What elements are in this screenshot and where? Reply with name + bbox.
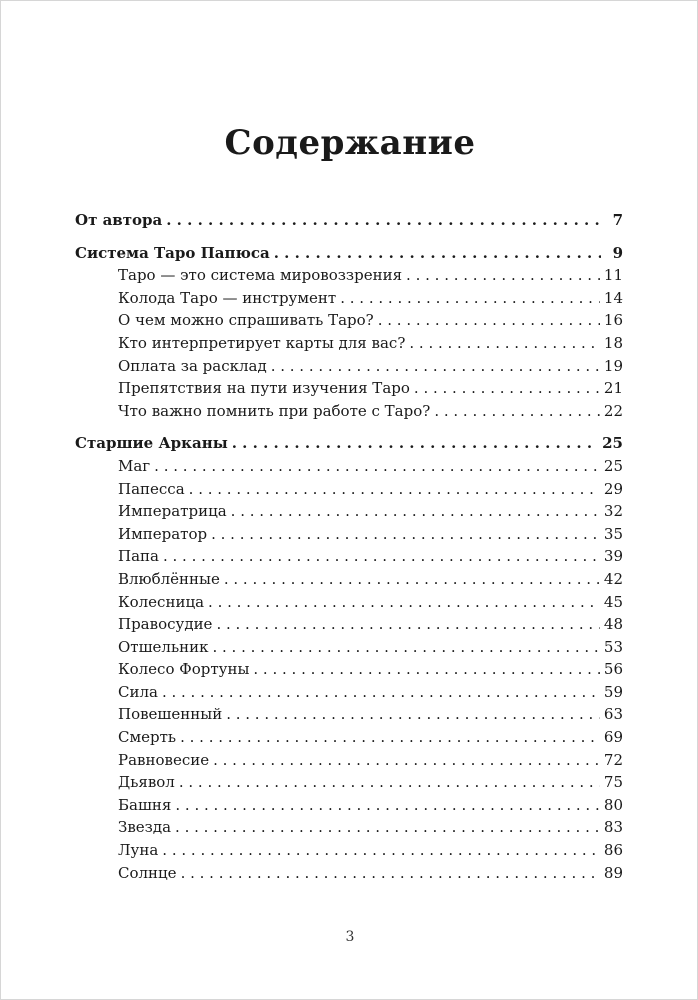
toc-entry-title: Колесо Фортуны <box>118 660 250 679</box>
toc-entry-title: Старшие Арканы <box>75 434 228 453</box>
toc-entry-page: 25 <box>603 456 623 475</box>
dot-leader <box>253 658 600 681</box>
toc-entry[interactable] <box>75 377 623 400</box>
toc-entry-title: Отшельник <box>118 637 209 656</box>
toc-entry-title: Оплата за расклад <box>118 356 267 375</box>
toc-entry[interactable] <box>75 794 623 817</box>
toc-entry[interactable] <box>75 500 623 523</box>
toc-entry[interactable] <box>75 287 623 310</box>
toc-entry-page: 75 <box>603 773 623 792</box>
toc-entry[interactable] <box>75 591 623 614</box>
dot-leader <box>414 377 600 400</box>
toc-section-heading[interactable] <box>75 209 623 232</box>
toc-entry[interactable] <box>75 332 623 355</box>
dot-leader <box>340 287 600 310</box>
dot-leader <box>409 332 600 355</box>
dot-leader <box>162 681 600 704</box>
toc-entry-title: Солнце <box>118 863 177 882</box>
page-number: 3 <box>345 929 355 945</box>
toc-entry-page: 48 <box>603 615 623 634</box>
dot-leader <box>154 455 600 478</box>
toc-entry[interactable] <box>75 478 623 501</box>
toc-entry-title: От автора <box>75 211 163 229</box>
toc-entry-page: 7 <box>612 211 623 229</box>
toc-entry-title: Колода Таро — инструмент <box>118 288 337 307</box>
toc-entry-title: Повешенный <box>118 705 223 724</box>
dot-leader <box>208 591 600 614</box>
toc-entry[interactable] <box>75 264 623 287</box>
toc-entry-title: Маг <box>118 456 151 475</box>
dot-leader <box>271 355 600 378</box>
toc-entry-page: 16 <box>603 311 623 330</box>
toc-entry[interactable] <box>75 658 623 681</box>
toc-entry-title: Что важно помнить при работе с Таро? <box>118 401 431 420</box>
dot-leader <box>212 636 599 659</box>
toc-entry[interactable] <box>75 636 623 659</box>
toc-entry-page: 69 <box>603 728 623 747</box>
toc-entry-title: Равновесие <box>118 750 210 769</box>
dot-leader <box>175 794 600 817</box>
toc-entry-page: 32 <box>603 502 623 521</box>
toc-entry-page: 35 <box>603 524 623 543</box>
toc-entry-title: Система Таро Папюса <box>75 243 270 262</box>
toc-entry-page: 89 <box>603 863 623 882</box>
toc-entry-page: 29 <box>603 479 623 498</box>
toc-entry-title: Папесса <box>118 479 185 498</box>
toc-entry[interactable] <box>75 749 623 772</box>
toc-entry[interactable] <box>75 400 623 423</box>
toc-entry-title: Башня <box>118 795 172 814</box>
toc-entry-title: Император <box>118 524 208 543</box>
toc-entry-page: 39 <box>603 547 623 566</box>
dot-leader <box>211 523 600 546</box>
page-title: Содержание <box>224 123 476 163</box>
toc-entry-page: 45 <box>603 592 623 611</box>
toc-entry-page: 72 <box>603 750 623 769</box>
toc-entry-title: Правосудие <box>118 615 213 634</box>
toc-entry-page: 53 <box>603 637 623 656</box>
toc-entry[interactable] <box>75 703 623 726</box>
dot-leader <box>181 862 600 885</box>
toc-entry-title: Звезда <box>118 818 172 837</box>
toc-section <box>75 209 623 232</box>
toc-entry-title: Кто интерпретирует карты для вас? <box>118 333 406 352</box>
toc-entry-title: О чем можно спрашивать Таро? <box>118 311 374 330</box>
dot-leader <box>179 771 600 794</box>
dot-leader <box>189 478 600 501</box>
toc-entry-title: Таро — это система мировоззрения <box>118 266 403 285</box>
dot-leader <box>175 816 600 839</box>
dot-leader <box>224 568 600 591</box>
toc-section <box>75 242 623 423</box>
toc-entry[interactable] <box>75 726 623 749</box>
dot-leader <box>231 500 600 523</box>
toc-entry[interactable] <box>75 355 623 378</box>
dot-leader <box>163 545 600 568</box>
toc-entry-title: Императрица <box>118 502 227 521</box>
dot-leader <box>162 839 600 862</box>
toc-entry-title: Луна <box>118 841 159 860</box>
toc-entry-page: 56 <box>603 660 623 679</box>
toc-entry-page: 9 <box>612 243 623 262</box>
toc-entry[interactable] <box>75 545 623 568</box>
toc-entry-title: Смерть <box>118 728 177 747</box>
toc-entry[interactable] <box>75 771 623 794</box>
dot-leader <box>226 703 600 726</box>
toc-entry-page: 25 <box>602 434 623 453</box>
toc-entry-page: 80 <box>603 795 623 814</box>
dot-leader <box>166 209 601 232</box>
toc-entry[interactable] <box>75 816 623 839</box>
toc-entry[interactable] <box>75 309 623 332</box>
toc-entry[interactable] <box>75 455 623 478</box>
toc-entry-title: Препятствия на пути изучения Таро <box>118 379 410 398</box>
toc-entry[interactable] <box>75 568 623 591</box>
table-of-contents <box>75 209 623 894</box>
toc-entry-page: 63 <box>603 705 623 724</box>
toc-entry-title: Влюблённые <box>118 569 220 588</box>
dot-leader <box>213 749 600 772</box>
toc-entry-page: 86 <box>603 841 623 860</box>
toc-entry[interactable] <box>75 523 623 546</box>
dot-leader <box>216 613 599 636</box>
toc-entry-page: 18 <box>603 333 623 352</box>
toc-entry-page: 42 <box>603 569 623 588</box>
toc-entry-page: 21 <box>603 379 623 398</box>
toc-entry[interactable] <box>75 839 623 862</box>
dot-leader <box>378 309 600 332</box>
toc-entry-title: Папа <box>118 547 159 566</box>
toc-entry[interactable] <box>75 862 623 885</box>
dot-leader <box>232 432 598 455</box>
dot-leader <box>434 400 600 423</box>
toc-entry-page: 83 <box>603 818 623 837</box>
dot-leader <box>406 264 600 287</box>
toc-entry-page: 11 <box>603 266 623 285</box>
toc-entry-page: 14 <box>603 288 623 307</box>
toc-entry-title: Колесница <box>118 592 205 611</box>
toc-section <box>75 432 623 884</box>
toc-entry[interactable] <box>75 613 623 636</box>
toc-entry-page: 59 <box>603 682 623 701</box>
dot-leader <box>180 726 600 749</box>
toc-section-heading[interactable] <box>75 242 623 265</box>
dot-leader <box>274 242 601 265</box>
toc-entry-page: 22 <box>603 401 623 420</box>
toc-entry-page: 19 <box>603 356 623 375</box>
toc-entry-title: Сила <box>118 682 158 701</box>
toc-section-heading[interactable] <box>75 432 623 455</box>
toc-entry[interactable] <box>75 681 623 704</box>
toc-entry-title: Дьявол <box>118 773 175 792</box>
